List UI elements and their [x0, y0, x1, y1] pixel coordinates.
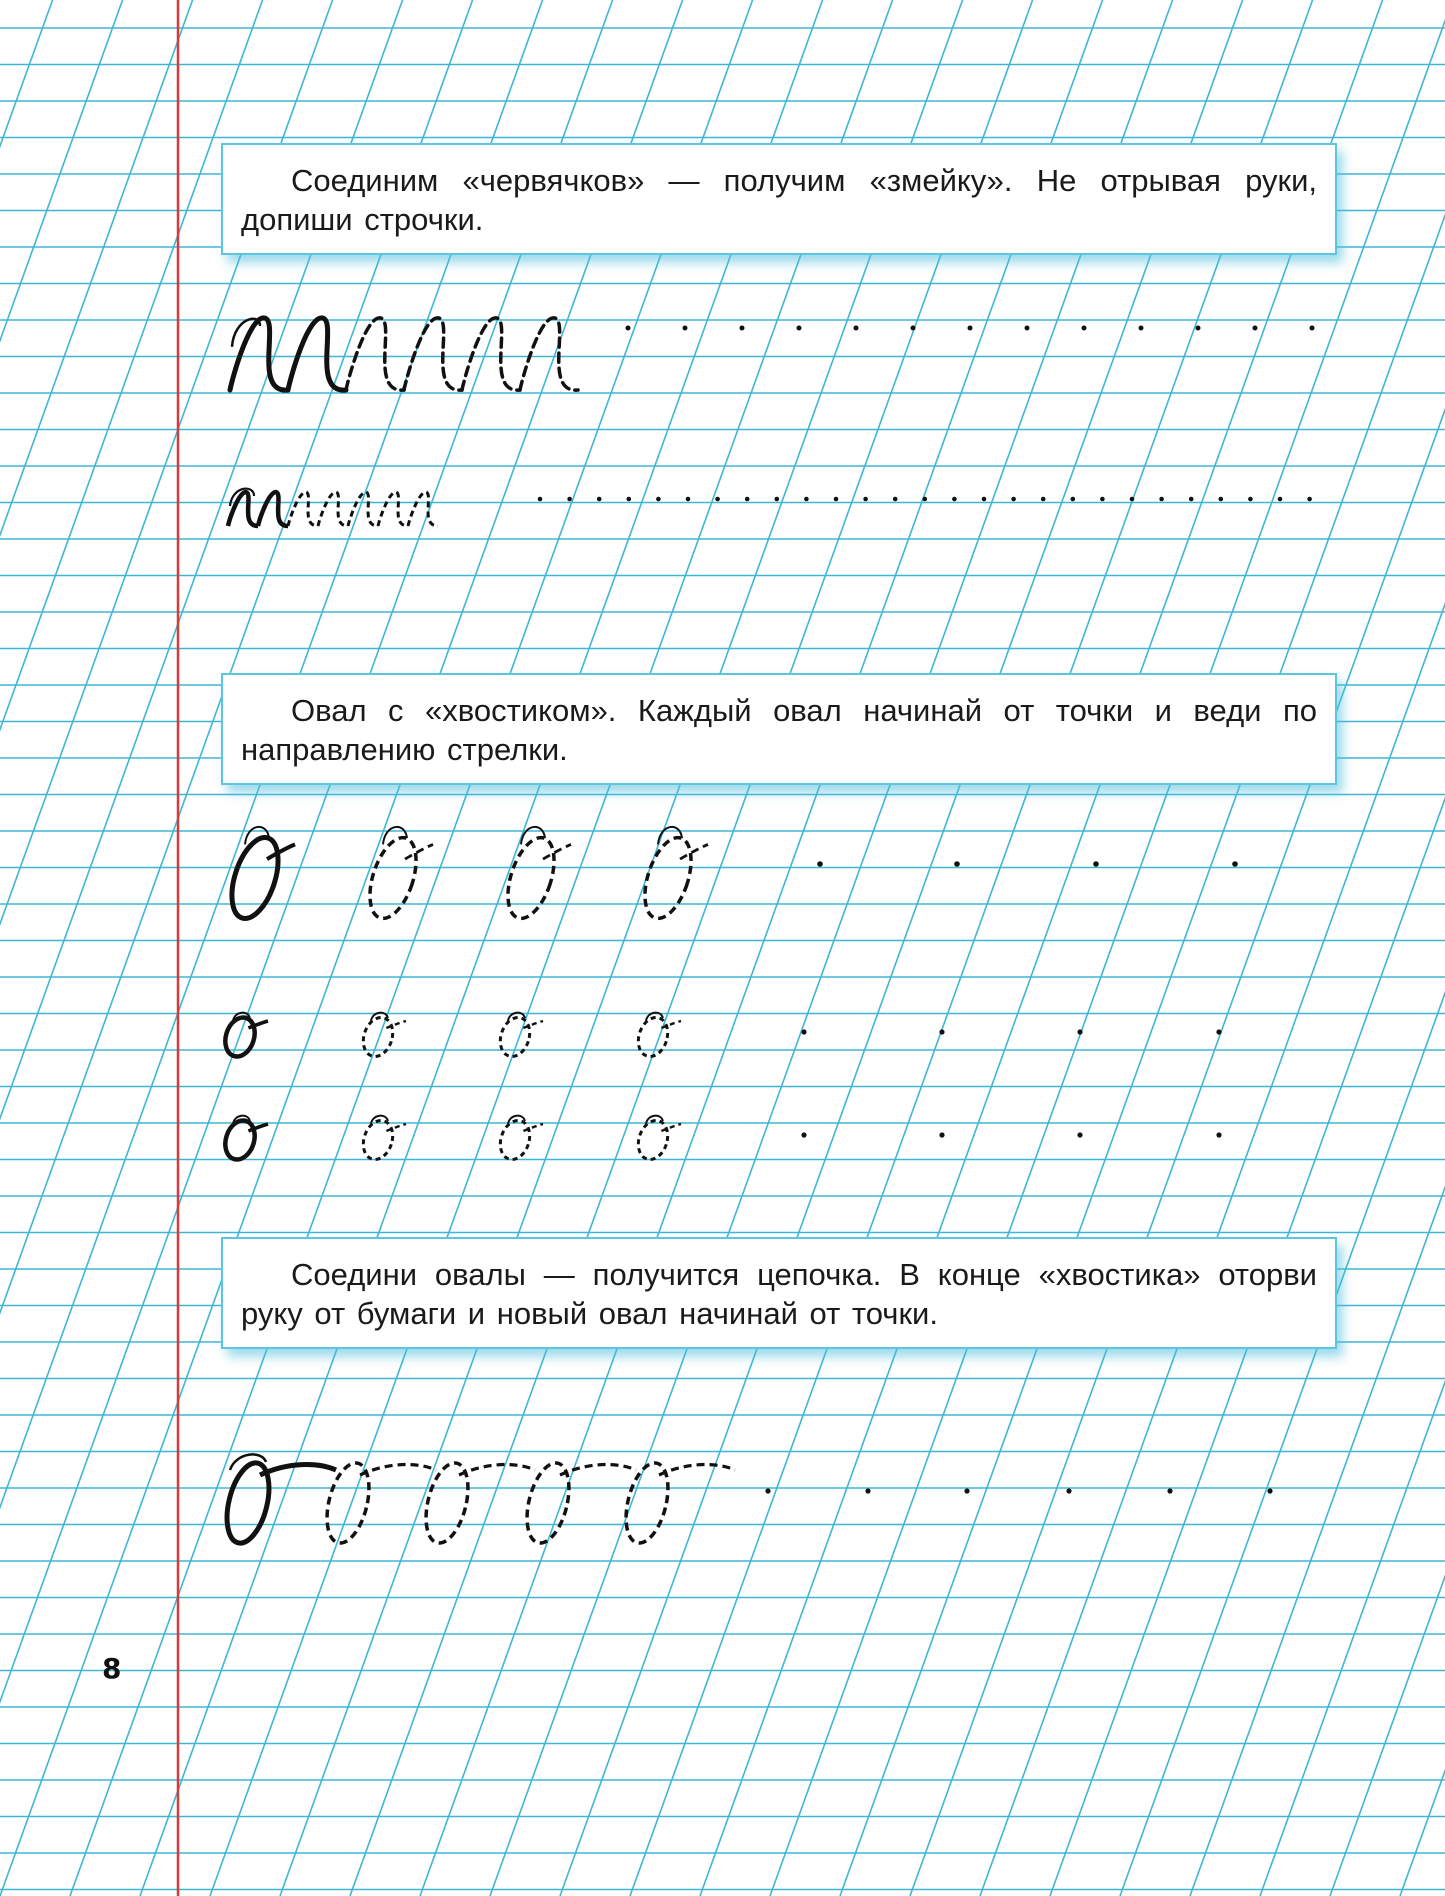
- instruction-text-snake: Соединим «червячков» — получим «змейку». Не отрывая руки, допиши строчки.: [241, 163, 1317, 237]
- oval-letter-dashed: [359, 1014, 398, 1061]
- guide-dot: [1267, 1488, 1272, 1493]
- chain-connector: [560, 1465, 636, 1475]
- oval-letter-dashed: [499, 832, 563, 924]
- oval-letter-dashed: [419, 1459, 476, 1548]
- guide-dot: [1248, 497, 1253, 502]
- guide-dot: [715, 497, 720, 502]
- guide-dot: [1310, 326, 1315, 331]
- guide-dot: [1041, 497, 1046, 502]
- snake-stroke-dashed: [288, 492, 318, 526]
- oval-tail: [405, 844, 433, 859]
- guide-dot: [939, 1029, 944, 1034]
- oval-letter-dashed: [361, 832, 425, 924]
- chain-connector: [260, 1465, 336, 1475]
- guide-dot: [801, 1029, 806, 1034]
- snake-stroke: [288, 318, 346, 390]
- guide-dot: [686, 497, 691, 502]
- guide-dot: [765, 1488, 770, 1493]
- page-number: 8: [102, 1652, 122, 1685]
- guide-dot: [968, 326, 973, 331]
- snake-stroke-dashed: [346, 318, 404, 390]
- guide-dot: [1082, 326, 1087, 331]
- guide-dot: [1011, 497, 1016, 502]
- snake-stroke-dashed: [318, 492, 348, 526]
- guide-dot: [801, 1132, 806, 1137]
- guide-dot: [740, 326, 745, 331]
- guide-dot: [1159, 497, 1164, 502]
- oval-tail: [386, 1021, 406, 1028]
- guide-dot: [1025, 326, 1030, 331]
- snake-stroke: [258, 492, 288, 526]
- oval-letter-dashed: [359, 1117, 398, 1164]
- guide-dot: [1167, 1488, 1172, 1493]
- guide-dot: [952, 497, 957, 502]
- guide-dot: [567, 497, 572, 502]
- guide-dot: [1071, 497, 1076, 502]
- guide-dot: [817, 861, 823, 867]
- guide-dot: [1253, 326, 1258, 331]
- oval-letter-dashed: [496, 1014, 535, 1061]
- oval-letter: [221, 1117, 260, 1164]
- guide-dot: [1216, 1029, 1221, 1034]
- oval-tail: [523, 1124, 543, 1131]
- guide-dot: [964, 1488, 969, 1493]
- oval-tail: [386, 1124, 406, 1131]
- oval-tail-row-large: [223, 827, 1238, 924]
- oval-tail-row-small-2: [221, 1116, 1222, 1164]
- oval-tail: [543, 844, 571, 859]
- snake-row-small: [228, 489, 1312, 526]
- guide-dot: [1066, 1488, 1071, 1493]
- guide-dot: [893, 497, 898, 502]
- snake-stroke-dashed: [408, 492, 438, 526]
- snake-stroke-dashed: [462, 318, 520, 390]
- oval-tail-row-small-1: [221, 1013, 1222, 1061]
- oval-tail: [661, 1124, 681, 1131]
- oval-letter-dashed: [634, 1014, 673, 1061]
- guide-dot: [1307, 497, 1312, 502]
- guide-dot: [1196, 326, 1201, 331]
- guide-dot: [1139, 326, 1144, 331]
- instruction-text-oval-chain: Соедини овалы — получится цепочка. В конце «хвостика» оторви руку от бумаги и новый овал начинай от точки.: [241, 1257, 1317, 1331]
- guide-dot: [1278, 497, 1283, 502]
- guide-dot: [834, 497, 839, 502]
- guide-dot: [954, 861, 960, 867]
- guide-dot: [804, 497, 809, 502]
- guide-dot: [911, 326, 916, 331]
- guide-dot: [656, 497, 661, 502]
- snake-stroke-dashed: [378, 492, 408, 526]
- guide-dot: [1216, 1132, 1221, 1137]
- oval-letter: [223, 832, 287, 924]
- guide-dot: [939, 1132, 944, 1137]
- oval-chain-row: [220, 1454, 1273, 1547]
- guide-dot: [854, 326, 859, 331]
- oval-tail: [523, 1021, 543, 1028]
- guide-dot: [797, 326, 802, 331]
- snake-row-large: [230, 318, 1315, 390]
- oval-letter: [221, 1014, 260, 1061]
- snake-stroke-dashed: [520, 318, 578, 390]
- snake-stroke-dashed: [348, 492, 378, 526]
- guide-dot: [683, 326, 688, 331]
- guide-dot: [863, 497, 868, 502]
- guide-dot: [1189, 497, 1194, 502]
- oval-letter-dashed: [619, 1459, 676, 1548]
- guide-dot: [597, 497, 602, 502]
- guide-dot: [982, 497, 987, 502]
- guide-dot: [775, 497, 780, 502]
- oval-letter-dashed: [634, 1117, 673, 1164]
- oval-letter-dashed: [496, 1117, 535, 1164]
- instruction-text-oval-tail: Овал с «хвостиком». Каждый овал начинай от точки и веди по направлению стрелки.: [241, 693, 1317, 767]
- guide-dot: [1077, 1029, 1082, 1034]
- oval-tail: [661, 1021, 681, 1028]
- guide-dot: [1130, 497, 1135, 502]
- guide-dot: [745, 497, 750, 502]
- oval-letter-dashed: [636, 832, 700, 924]
- guide-dot: [1093, 861, 1099, 867]
- oval-letter-dashed: [320, 1459, 377, 1548]
- guide-dot: [1077, 1132, 1082, 1137]
- chain-connector: [459, 1465, 535, 1475]
- guide-dot: [865, 1488, 870, 1493]
- guide-dot: [627, 497, 632, 502]
- oval-letter-dashed: [520, 1459, 577, 1548]
- oval-tail: [267, 844, 295, 859]
- chain-connector: [659, 1465, 735, 1475]
- guide-dot: [538, 497, 543, 502]
- oval-tail: [680, 844, 708, 859]
- guide-dot: [1232, 861, 1238, 867]
- chain-connector: [360, 1465, 436, 1475]
- guide-dot: [1219, 497, 1224, 502]
- guide-dot: [1100, 497, 1105, 502]
- guide-dot: [626, 326, 631, 331]
- snake-stroke-dashed: [404, 318, 462, 390]
- guide-dot: [923, 497, 928, 502]
